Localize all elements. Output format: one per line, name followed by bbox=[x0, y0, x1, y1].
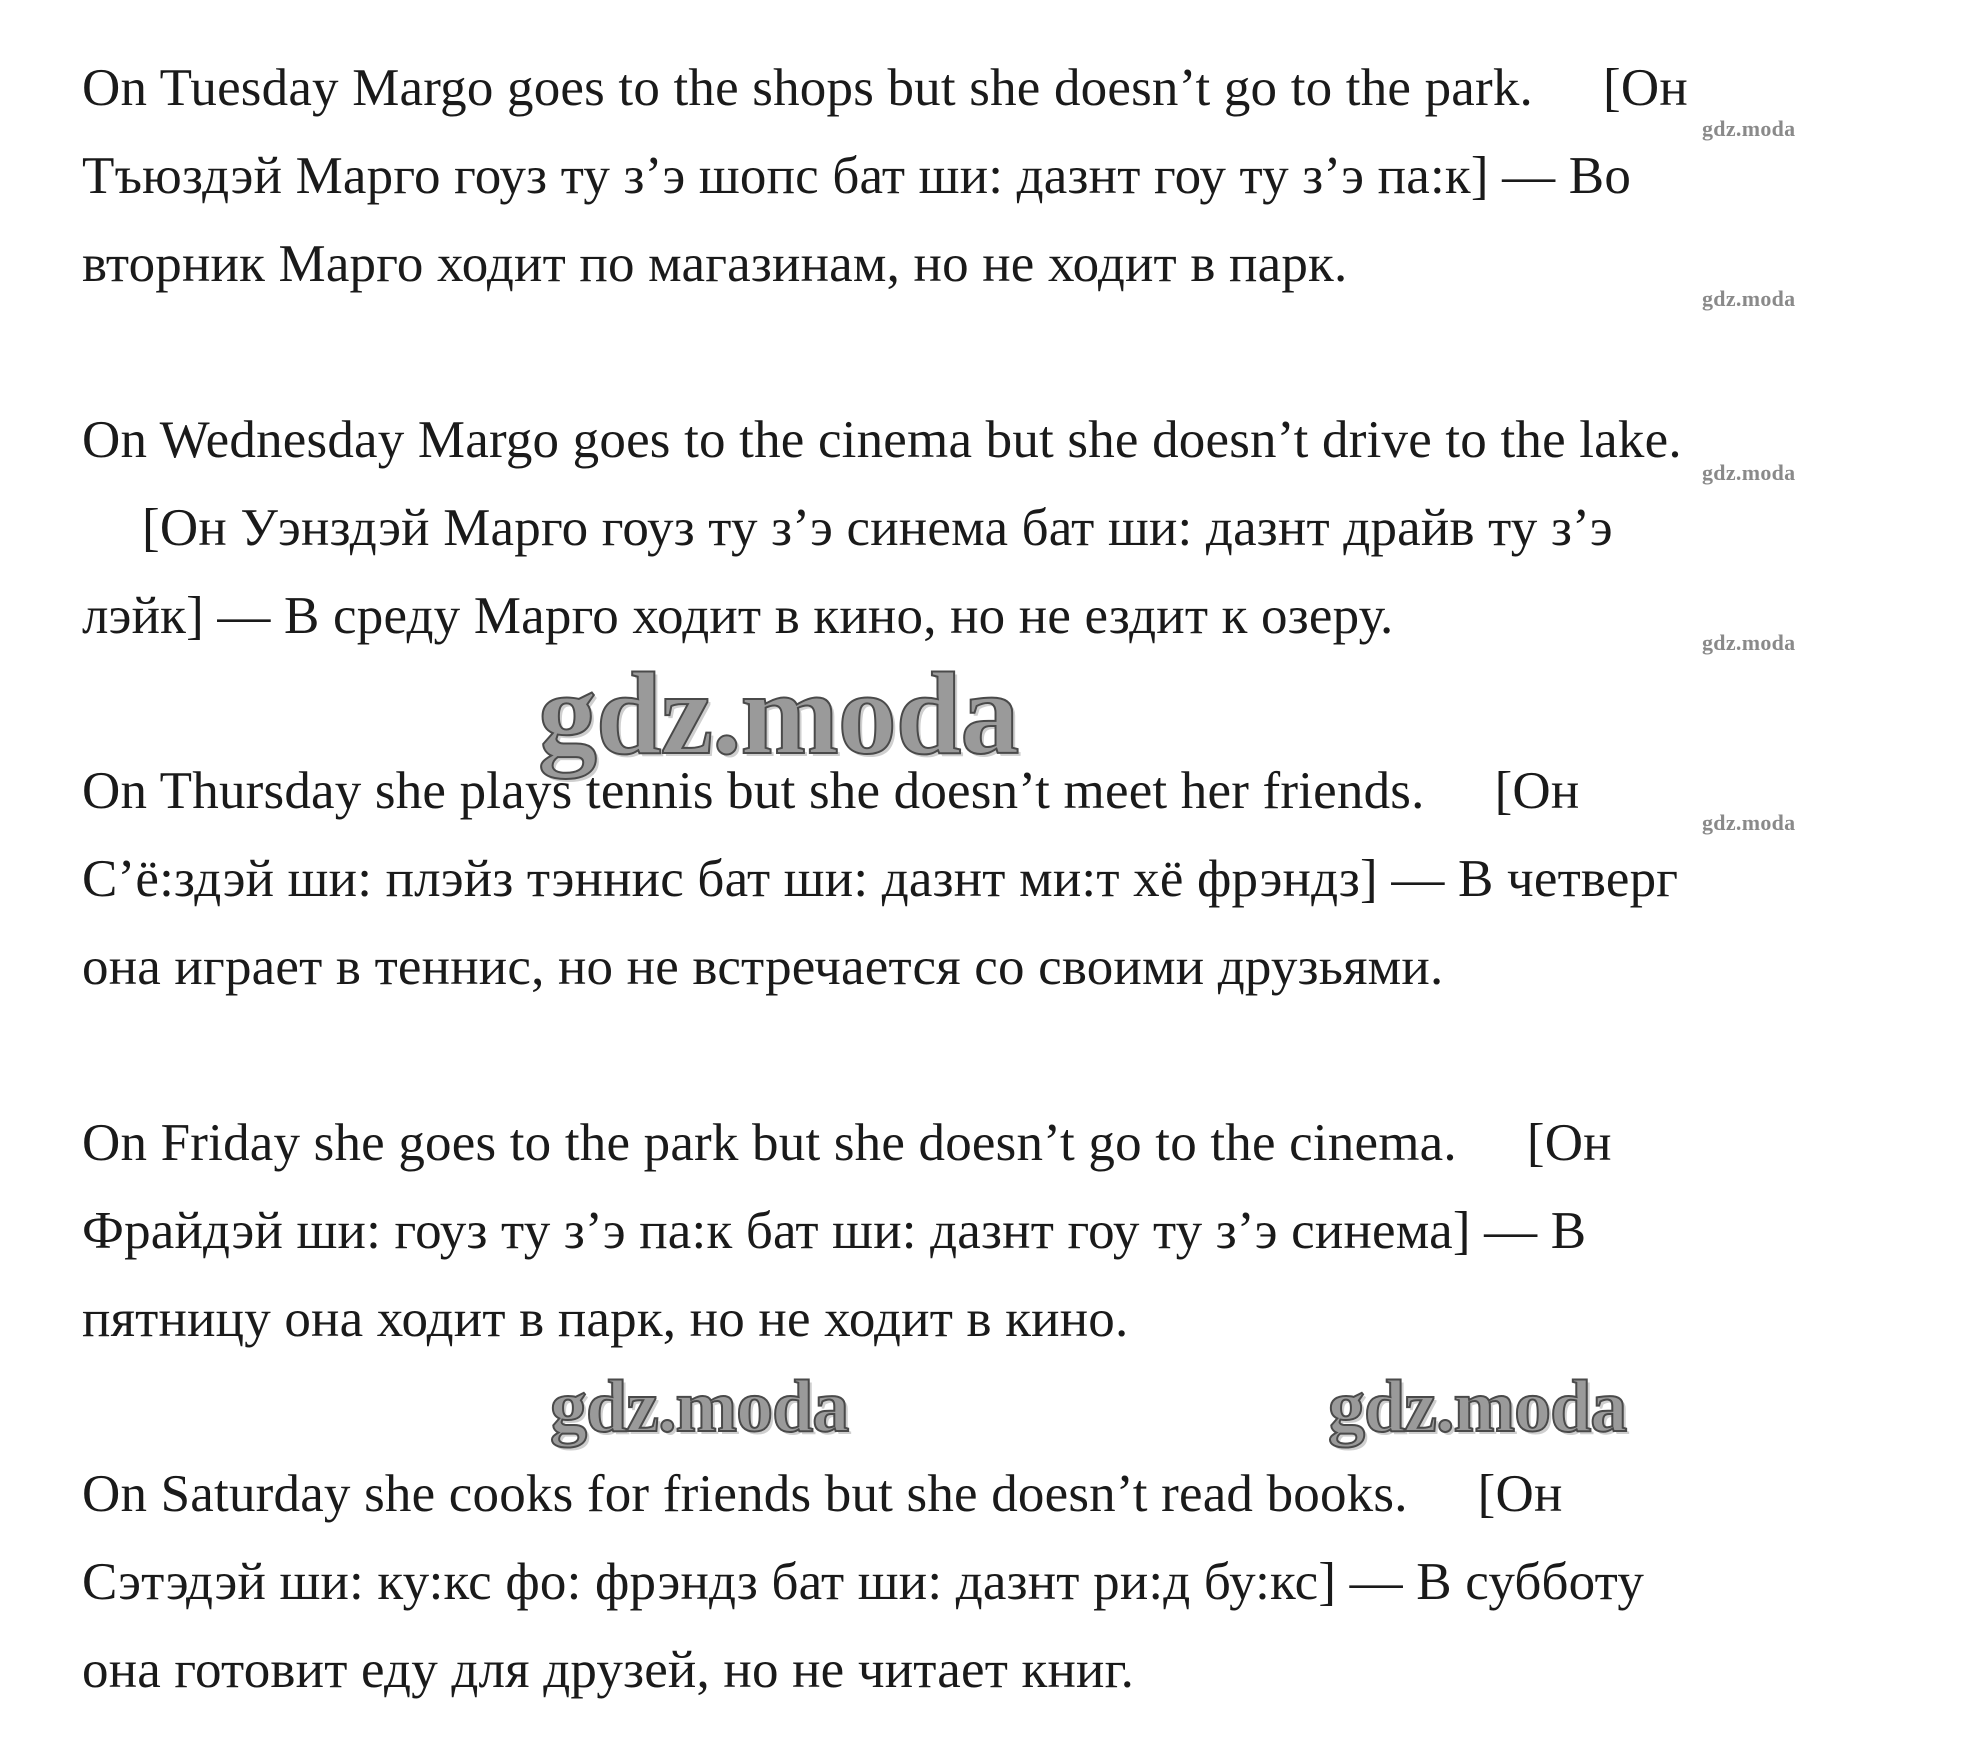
transcription-open: [Он bbox=[1477, 1465, 1563, 1523]
english-sentence: On Tuesday Margo goes to the shops but she doesn’t go to the park. bbox=[82, 59, 1534, 117]
paragraph-line: [Он Уэнздэй Марго гоуз ту з’э синема бат ши: дазнт драйв ту з’э bbox=[142, 499, 1613, 557]
paragraph-tuesday bbox=[82, 44, 1882, 308]
paragraph-line: On Wednesday Margo goes to the cinema but she doesn’t drive to the lake. bbox=[82, 411, 1682, 469]
transcription-open: [Он bbox=[1526, 1114, 1612, 1172]
paragraph-line: лэйк] — В среду Марго ходит в кино, но не ездит к озеру. bbox=[82, 587, 1394, 645]
watermark-small: gdz.moda bbox=[1702, 460, 1796, 485]
paragraph-wednesday bbox=[82, 396, 1882, 660]
paragraph-friday bbox=[82, 1099, 1882, 1363]
watermark-small: gdz.moda bbox=[1702, 630, 1796, 655]
transcription-open: [Он bbox=[1494, 762, 1580, 820]
english-sentence: On Saturday she cooks for friends but she doesn’t read books. bbox=[82, 1465, 1408, 1523]
paragraph-line bbox=[82, 1099, 1882, 1187]
english-sentence: On Thursday she plays tennis but she doesn’t meet her friends. bbox=[82, 762, 1425, 820]
watermark-large: gdz.moda bbox=[550, 1366, 849, 1448]
watermark-large: gdz.moda bbox=[1328, 1366, 1627, 1448]
paragraph-line: она играет в теннис, но не встречается со своими друзьями. bbox=[82, 938, 1444, 996]
watermark-small: gdz.moda bbox=[1702, 810, 1796, 835]
paragraph-line bbox=[82, 1450, 1882, 1538]
transcription-open: [Он bbox=[1603, 59, 1688, 117]
paragraph-thursday bbox=[82, 747, 1882, 1011]
watermark-small: gdz.moda bbox=[1702, 286, 1796, 311]
paragraph-line bbox=[82, 44, 1882, 132]
paragraph-saturday bbox=[82, 1450, 1882, 1714]
watermark-large: gdz.moda bbox=[538, 648, 1019, 779]
watermark-small: gdz.moda bbox=[1702, 116, 1796, 141]
paragraph-line: Сэтэдэй ши: ку:кс фо: фрэндз бат ши: дазнт ри:д бу:кс] — В субботу bbox=[82, 1553, 1645, 1611]
paragraph-line: пятницу она ходит в парк, но не ходит в кино. bbox=[82, 1290, 1129, 1348]
paragraph-line: С’ё:здэй ши: плэйз тэннис бат ши: дазнт ми:т хё фрэндз] — В четверг bbox=[82, 850, 1679, 908]
english-sentence: On Friday she goes to the park but she doesn’t go to the cinema. bbox=[82, 1114, 1457, 1172]
paragraph-line: Тъюздэй Марго гоуз ту з’э шопс бат ши: дазнт гоу ту з’э па:к] — Во bbox=[82, 147, 1632, 205]
paragraph-line: вторник Марго ходит по магазинам, но не ходит в парк. bbox=[82, 235, 1348, 293]
paragraph-line: Фрайдэй ши: гоуз ту з’э па:к бат ши: дазнт гоу ту з’э синема] — В bbox=[82, 1202, 1587, 1260]
paragraph-line: она готовит еду для друзей, но не читает книг. bbox=[82, 1641, 1135, 1699]
